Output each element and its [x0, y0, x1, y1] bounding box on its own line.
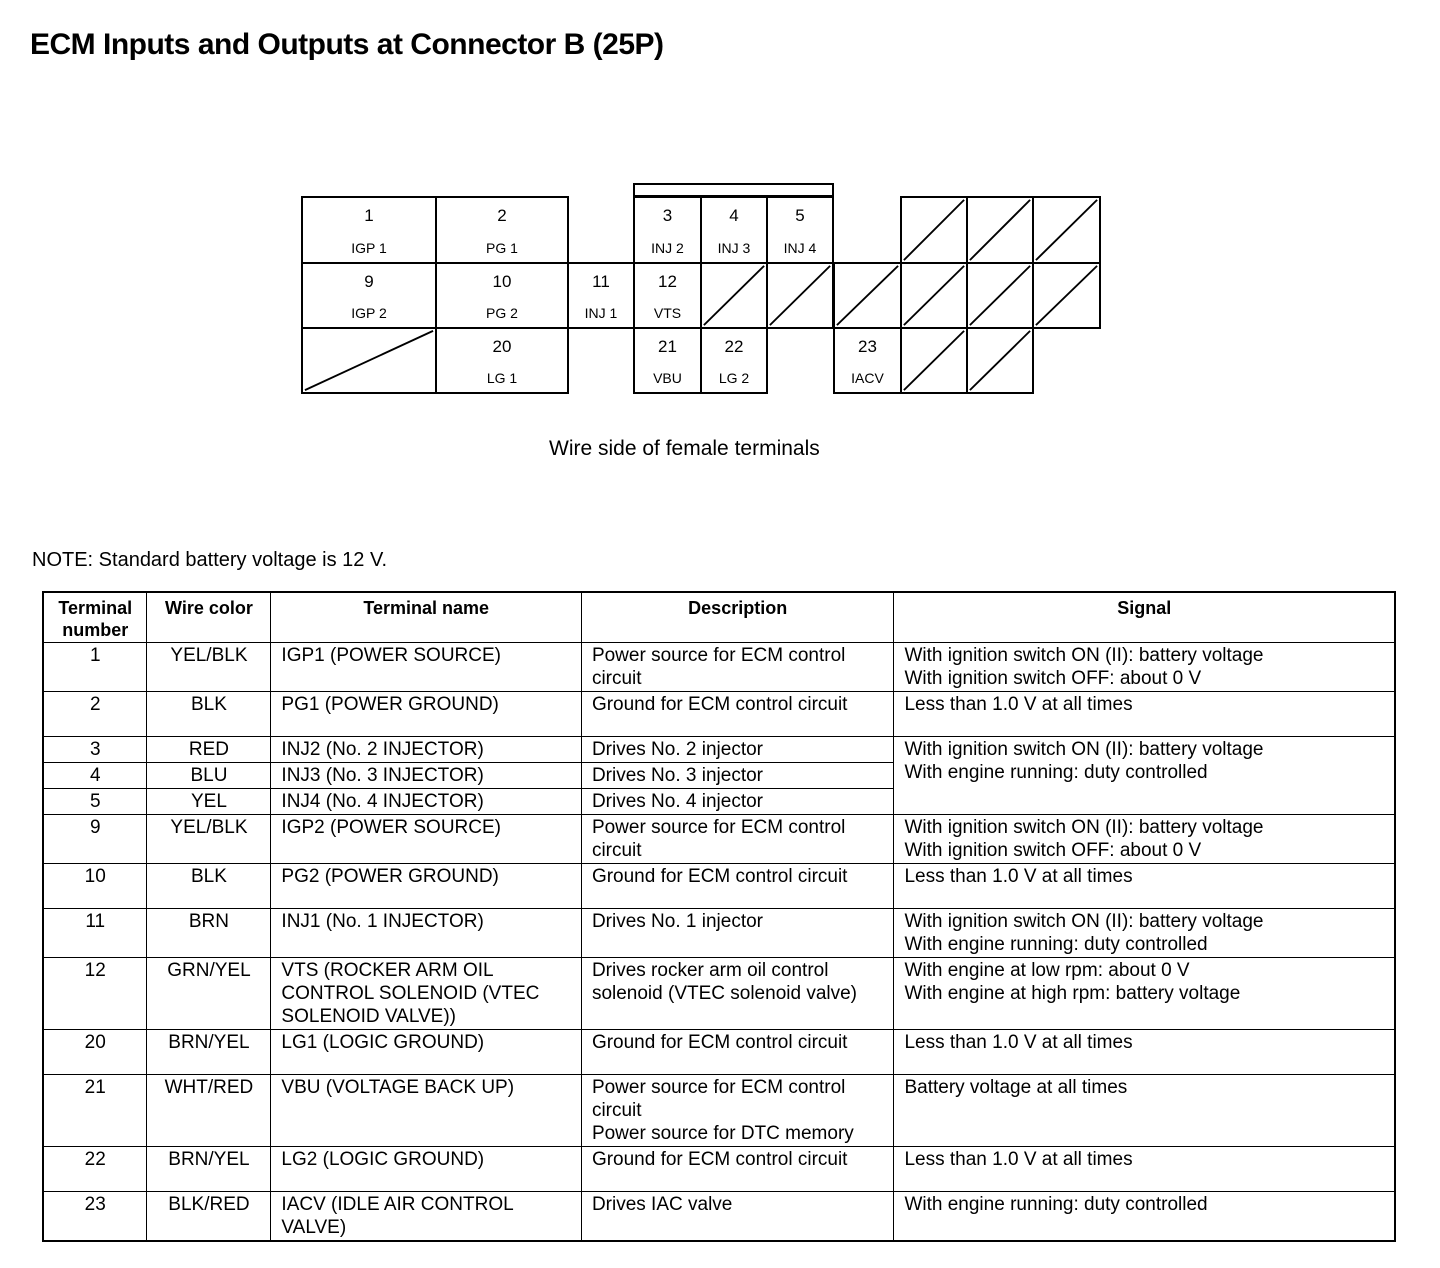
signal-cell: With engine running: duty controlled — [894, 1192, 1395, 1242]
table-row — [43, 643, 1395, 692]
wire-color-cell: WHT/RED — [147, 1075, 271, 1147]
header-terminal-number: Terminal number — [43, 592, 147, 643]
description-cell: Ground for ECM control circuit — [581, 1147, 894, 1192]
terminal-cell — [700, 196, 768, 264]
connector-caption: Wire side of female terminals — [549, 437, 820, 460]
terminal-number: 21 — [658, 337, 677, 356]
table-row — [43, 1030, 1395, 1075]
wire-color-cell: RED — [147, 737, 271, 763]
table-row — [43, 909, 1395, 958]
wire-color-cell: YEL — [147, 789, 271, 815]
header-wire-color: Wire color — [147, 592, 271, 643]
wire-color-cell: BLK — [147, 864, 271, 909]
terminal-cell — [633, 327, 702, 394]
signal-cell: With ignition switch ON (II): battery voltage With ignition switch OFF: about 0 V — [894, 815, 1395, 864]
terminal-number: 12 — [658, 272, 677, 291]
terminal-label: INJ 2 — [651, 240, 684, 256]
terminal-number-cell: 21 — [43, 1075, 147, 1147]
empty-terminal-cell — [766, 262, 834, 329]
connector-latch — [633, 183, 834, 197]
terminal-number-cell: 4 — [43, 763, 147, 789]
terminal-number: 5 — [795, 206, 805, 225]
terminal-number-cell: 10 — [43, 864, 147, 909]
description-cell: Power source for ECM control circuit — [581, 643, 894, 692]
wire-color-cell: BLK — [147, 692, 271, 737]
wire-color-cell: BLK/RED — [147, 1192, 271, 1242]
signal-cell: With ignition switch ON (II): battery voltage With engine running: duty controlled — [894, 909, 1395, 958]
terminal-name-cell: LG1 (LOGIC GROUND) — [271, 1030, 582, 1075]
description-cell: Ground for ECM control circuit — [581, 864, 894, 909]
terminal-number-cell: 12 — [43, 958, 147, 1030]
terminal-name-cell: IGP1 (POWER SOURCE) — [271, 643, 582, 692]
terminal-name-cell: PG2 (POWER GROUND) — [271, 864, 582, 909]
empty-terminal-cell — [833, 262, 902, 329]
terminal-number-cell: 22 — [43, 1147, 147, 1192]
terminal-cell — [700, 327, 768, 394]
terminal-label: IGP 2 — [351, 305, 387, 321]
signal-cell: Less than 1.0 V at all times — [894, 692, 1395, 737]
empty-terminal-cell — [966, 196, 1034, 264]
wire-color-cell: GRN/YEL — [147, 958, 271, 1030]
table-row — [43, 958, 1395, 1030]
table-row — [43, 1147, 1395, 1192]
signal-cell: With engine at low rpm: about 0 V With engine at high rpm: battery voltage — [894, 958, 1395, 1030]
terminal-number: 11 — [592, 272, 610, 291]
terminal-cell — [435, 327, 569, 394]
terminal-label: IACV — [851, 370, 884, 386]
signal-cell: With ignition switch ON (II): battery voltage With engine running: duty controlled — [894, 737, 1395, 815]
empty-terminal-cell — [966, 327, 1034, 394]
signal-cell: Less than 1.0 V at all times — [894, 1030, 1395, 1075]
description-cell: Power source for ECM control circuit Power source for DTC memory — [581, 1075, 894, 1147]
terminal-name-cell: IGP2 (POWER SOURCE) — [271, 815, 582, 864]
signal-cell: With ignition switch ON (II): battery voltage With ignition switch OFF: about 0 V — [894, 643, 1395, 692]
terminal-cell — [633, 262, 702, 329]
empty-terminal-cell — [900, 327, 968, 394]
description-cell: Power source for ECM control circuit — [581, 815, 894, 864]
terminal-name-cell: INJ4 (No. 4 INJECTOR) — [271, 789, 582, 815]
signal-cell: Less than 1.0 V at all times — [894, 864, 1395, 909]
terminal-label: INJ 3 — [717, 240, 751, 256]
terminal-name-cell: LG2 (LOGIC GROUND) — [271, 1147, 582, 1192]
description-cell: Ground for ECM control circuit — [581, 692, 894, 737]
terminal-cell — [301, 262, 437, 329]
terminal-number: 23 — [858, 337, 877, 356]
terminal-number-cell: 3 — [43, 737, 147, 763]
voltage-note: NOTE: Standard battery voltage is 12 V. — [32, 549, 388, 571]
wire-color-cell: YEL/BLK — [147, 815, 271, 864]
empty-terminal-cell — [700, 262, 768, 329]
description-cell: Drives No. 4 injector — [581, 789, 894, 815]
empty-terminal-cell — [900, 196, 968, 264]
empty-terminal-cell — [301, 327, 437, 394]
terminal-label: IGP 1 — [351, 240, 387, 256]
terminal-name-cell: VBU (VOLTAGE BACK UP) — [271, 1075, 582, 1147]
terminal-number-cell: 5 — [43, 789, 147, 815]
terminal-cell — [301, 196, 437, 264]
empty-terminal-cell — [966, 262, 1034, 329]
signal-cell: Less than 1.0 V at all times — [894, 1147, 1395, 1192]
terminal-number-cell: 2 — [43, 692, 147, 737]
terminal-label: VBU — [653, 370, 682, 386]
wire-color-cell: YEL/BLK — [147, 643, 271, 692]
header-signal: Signal — [894, 592, 1395, 643]
empty-terminal-cell — [1032, 262, 1101, 329]
terminal-name-cell: INJ3 (No. 3 INJECTOR) — [271, 763, 582, 789]
terminal-number: 1 — [364, 206, 374, 225]
empty-terminal-cell — [900, 262, 968, 329]
description-cell: Drives No. 3 injector — [581, 763, 894, 789]
description-cell: Drives No. 1 injector — [581, 909, 894, 958]
terminal-number-cell: 11 — [43, 909, 147, 958]
terminal-name-cell: PG1 (POWER GROUND) — [271, 692, 582, 737]
terminal-table — [42, 591, 1396, 1242]
terminal-label: VTS — [653, 305, 682, 321]
wire-color-cell: BRN/YEL — [147, 1147, 271, 1192]
terminal-number: 2 — [497, 206, 507, 225]
terminal-label: LG 2 — [718, 370, 750, 386]
terminal-cell — [567, 262, 635, 329]
table-row — [43, 737, 1395, 763]
table-row — [43, 864, 1395, 909]
table-header-row — [43, 592, 1395, 643]
terminal-name-cell: VTS (ROCKER ARM OIL CONTROL SOLENOID (VTEC SOLENOID VALVE)) — [271, 958, 582, 1030]
terminal-number: 20 — [492, 337, 512, 356]
wire-color-cell: BRN/YEL — [147, 1030, 271, 1075]
terminal-number-cell: 1 — [43, 643, 147, 692]
terminal-label: INJ 4 — [783, 240, 817, 256]
table-row — [43, 1075, 1395, 1147]
terminal-number: 4 — [729, 206, 739, 225]
terminal-cell — [435, 196, 569, 264]
empty-terminal-cell — [1032, 196, 1101, 264]
terminal-number-cell: 23 — [43, 1192, 147, 1242]
terminal-number-cell: 9 — [43, 815, 147, 864]
description-cell: Drives rocker arm oil control solenoid (VTEC solenoid valve) — [581, 958, 894, 1030]
description-cell: Drives IAC valve — [581, 1192, 894, 1242]
header-terminal-name: Terminal name — [271, 592, 582, 643]
table-row — [43, 1192, 1395, 1242]
wire-color-cell: BRN — [147, 909, 271, 958]
terminal-label: LG 1 — [486, 370, 518, 386]
terminal-number-cell: 20 — [43, 1030, 147, 1075]
terminal-number: 9 — [364, 272, 374, 291]
terminal-label: INJ 1 — [584, 305, 618, 321]
terminal-label: PG 1 — [486, 240, 518, 256]
table-row — [43, 692, 1395, 737]
description-cell: Drives No. 2 injector — [581, 737, 894, 763]
terminal-cell — [766, 196, 834, 264]
terminal-name-cell: IACV (IDLE AIR CONTROL VALVE) — [271, 1192, 582, 1242]
terminal-number: 22 — [724, 337, 744, 356]
header-description: Description — [581, 592, 894, 643]
terminal-number: 10 — [492, 272, 512, 291]
terminal-name-cell: INJ1 (No. 1 INJECTOR) — [271, 909, 582, 958]
terminal-cell — [633, 196, 702, 264]
terminal-number: 3 — [662, 206, 673, 225]
wire-color-cell: BLU — [147, 763, 271, 789]
terminal-name-cell: INJ2 (No. 2 INJECTOR) — [271, 737, 582, 763]
description-cell: Ground for ECM control circuit — [581, 1030, 894, 1075]
terminal-cell — [435, 262, 569, 329]
connector-diagram — [0, 0, 1440, 420]
table-row — [43, 815, 1395, 864]
page-title: ECM Inputs and Outputs at Connector B (25P) — [30, 28, 664, 61]
terminal-label: PG 2 — [486, 305, 518, 321]
signal-cell: Battery voltage at all times — [894, 1075, 1395, 1147]
terminal-cell — [833, 327, 902, 394]
